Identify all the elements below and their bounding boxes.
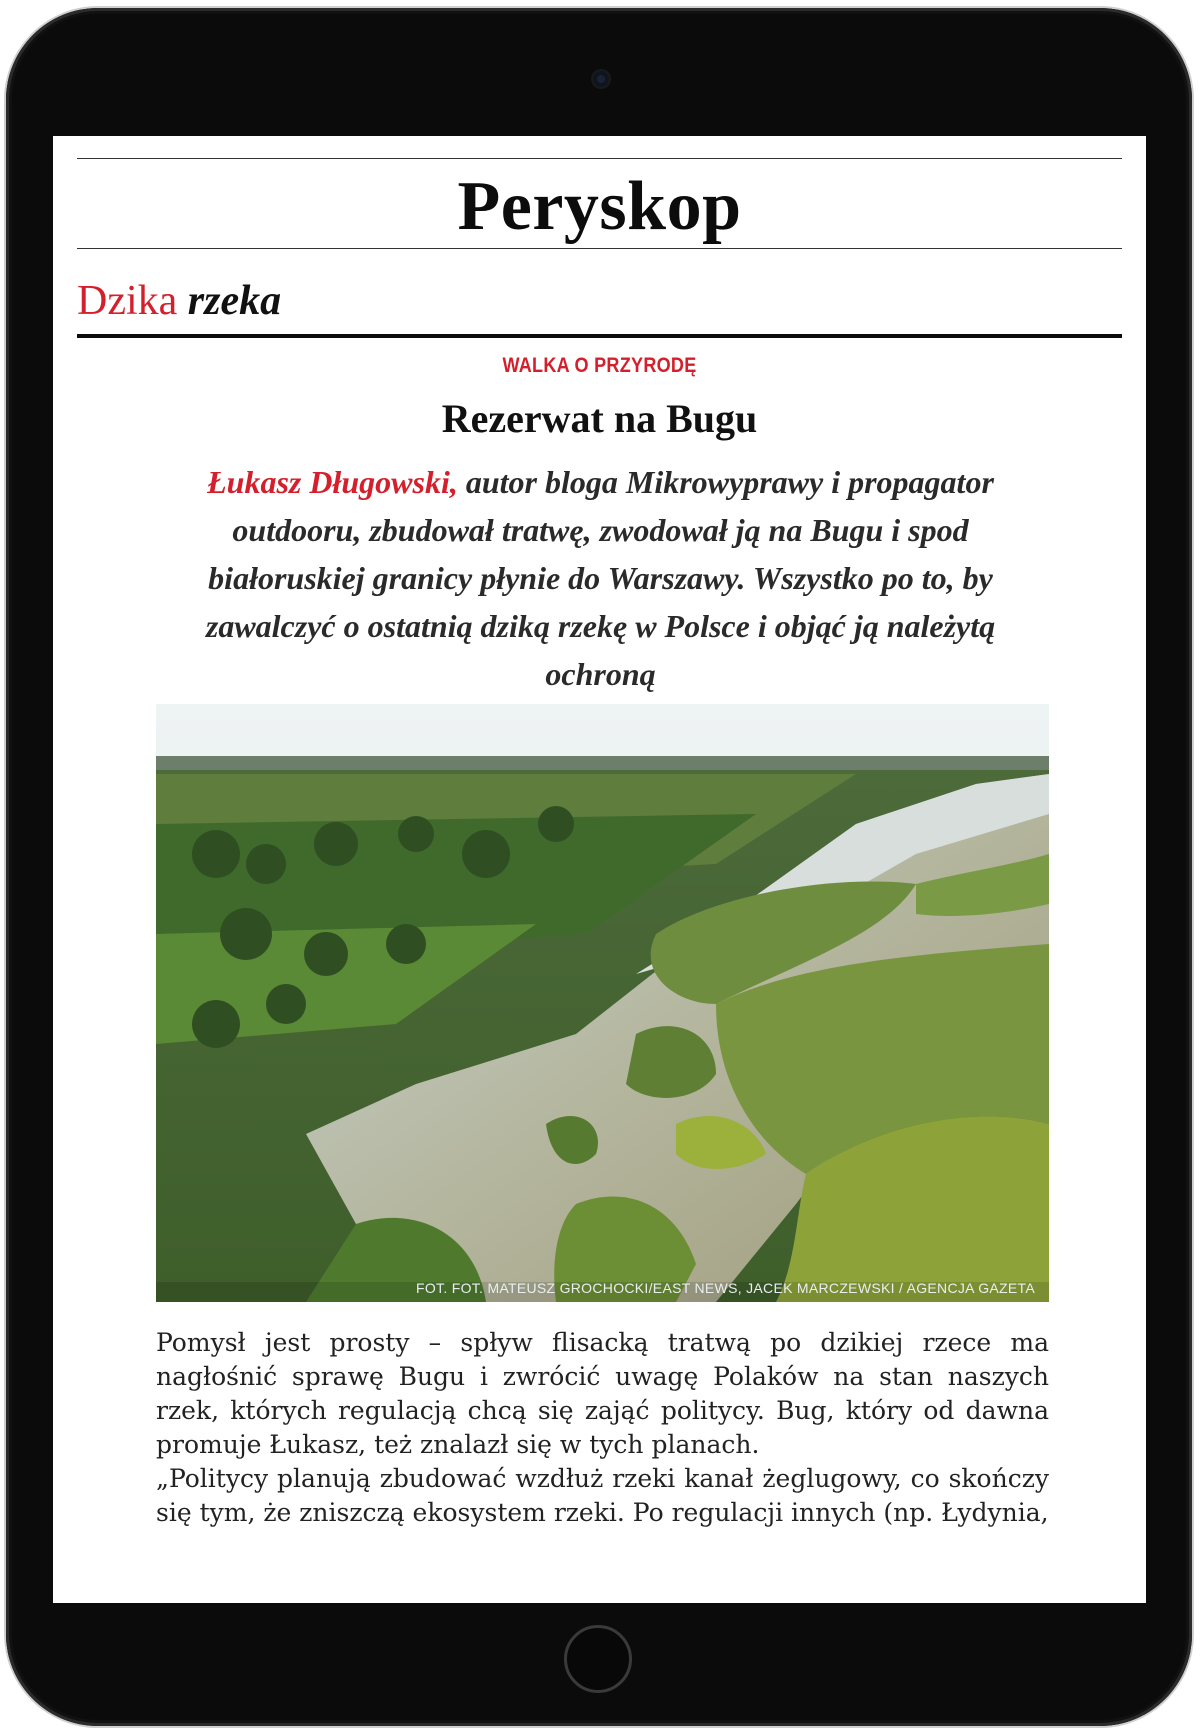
tablet-frame	[6, 8, 1192, 1726]
photo-credit: FOT. FOT. MATEUSZ GROCHOCKI/EAST NEWS, JACEK MARCZEWSKI / AGENCJA GAZETA	[416, 1280, 1035, 1296]
river-aerial-image	[156, 704, 1049, 1302]
lead-text: autor bloga Mikrowyprawy i propagator outdooru, zbudował tratwę, zwodował ją na Bugu i spod białoruskiej granicy płynie do Warszawy. Wszystko po to, by zawalczyć o ostatnią dziką rzekę w Polsce i objąć ją należytą ochroną	[205, 464, 996, 692]
section-title	[77, 276, 281, 326]
section-rule	[77, 334, 1122, 338]
article-body	[156, 1326, 1049, 1530]
section-title-italic: rzeka	[187, 278, 282, 324]
body-paragraph: Pomysł jest prosty – spływ flisacką tratwą po dzikiej rzece ma nagłośnić sprawę Bugu i zwrócić uwagę Polaków na stan naszych rzek, których regulacją chcą się zająć politycy. Bug, który od dawna promuje Łukasz, też znalazł się w tych planach.	[156, 1328, 1049, 1459]
screen[interactable]	[53, 136, 1146, 1603]
masthead-top-rule	[77, 158, 1122, 159]
article-lead	[153, 458, 1048, 698]
article-photo[interactable]	[156, 704, 1049, 1302]
front-camera	[593, 71, 609, 87]
lead-author[interactable]: Łukasz Długowski,	[207, 464, 458, 500]
masthead: Peryskop	[457, 168, 742, 245]
article-headline: Rezerwat na Bugu	[441, 396, 758, 441]
home-button[interactable]	[564, 1625, 632, 1693]
article-kicker: WALKA O PRZYRODĘ	[502, 354, 697, 377]
section-title-red: Dzika	[77, 278, 178, 324]
body-paragraph: „Politycy planują zbudować wzdłuż rzeki kanał żeglugowy, co skończy się tym, że zniszczą ekosystem rzeki. Po regulacji innych (np. Łydynia,	[156, 1464, 1049, 1527]
masthead-bottom-rule	[77, 248, 1122, 249]
